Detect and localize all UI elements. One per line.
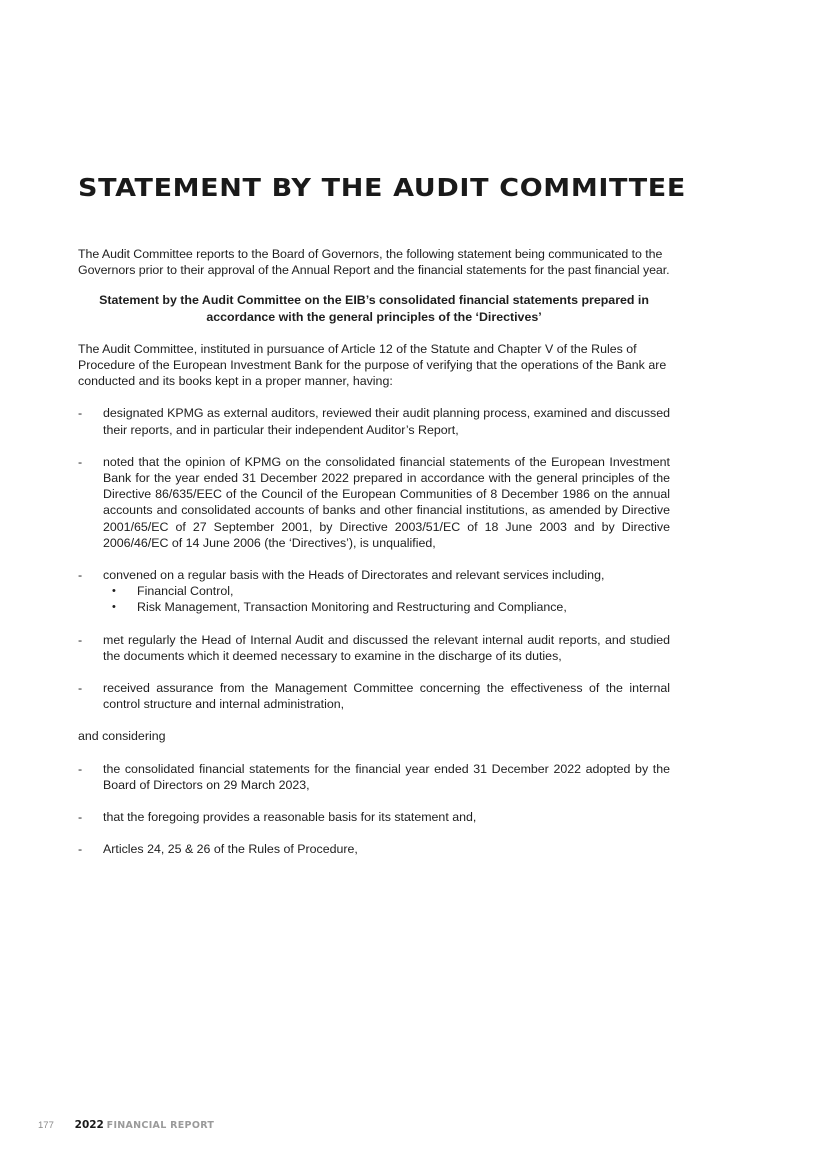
list-item (78, 841, 670, 857)
dash-marker: - (78, 761, 83, 776)
list-item-text: received assurance from the Management Committee concerning the effectiveness of the internal control structure and internal administration, (103, 681, 670, 712)
list-item (78, 405, 670, 437)
considering-list (78, 761, 670, 858)
list-item-text: Articles 24, 25 & 26 of the Rules of Procedure, (103, 842, 358, 857)
sublist-item-text: Financial Control, (137, 584, 234, 599)
having-list (78, 405, 670, 712)
list-item-text: the consolidated financial statements for the financial year ended 31 December 2022 adopted by the Board of Directors on 29 March 2023, (103, 761, 670, 792)
list-item (78, 632, 670, 664)
sublist-item-text: Risk Management, Transaction Monitoring and Restructuring and Compliance, (137, 600, 567, 615)
intro-paragraph: The Audit Committee reports to the Board of Governors, the following statement being communicated to the Governors prior to their approval of the Annual Report and the financial statements for the past financial year. (78, 247, 670, 278)
dash-marker: - (78, 810, 83, 825)
list-item-text: convened on a regular basis with the Heads of Directorates and relevant services including, (103, 568, 605, 583)
sublist-item (103, 599, 670, 615)
bullet-marker: • (112, 585, 116, 598)
footer-report-label: FINANCIAL REPORT (106, 1120, 215, 1131)
footer-year: 2022 (74, 1119, 104, 1131)
dash-marker: - (78, 568, 83, 583)
sublist-item (103, 583, 670, 599)
list-item (78, 567, 670, 616)
page-number: 177 (38, 1120, 54, 1131)
statement-body (78, 246, 670, 873)
considering-label: and considering (78, 729, 166, 744)
page-footer (38, 1119, 214, 1131)
list-item-text: noted that the opinion of KPMG on the consolidated financial statements of the European Investment Bank for the year ended 31 December 2022 prepared in accordance with the general principles of the Directive 86/635/EEC of the Council of the European Communities of 8 December 1986 on the annual accounts and consolidated accounts of banks and other financial institutions, as amended by Directive 2001/65/EC of 27 September 2001, by Directive 2003/51/EC of 18 June 2003 and by Directive 2006/46/EC of 14 June 2006 (the ‘Directives’), is unqualified, (103, 454, 670, 550)
dash-marker: - (78, 681, 83, 696)
list-item (78, 680, 670, 712)
dash-marker: - (78, 632, 83, 647)
dash-marker: - (78, 842, 83, 857)
list-item-text: that the foregoing provides a reasonable basis for its statement and, (103, 810, 477, 825)
preamble-paragraph: The Audit Committee, instituted in pursuance of Article 12 of the Statute and Chapter V of the Rules of Procedure of the European Investment Bank for the purpose of verifying that the operations of the Bank are conducted and its books kept in a proper manner, having: (78, 341, 667, 389)
convened-sublist (103, 583, 670, 615)
bullet-marker: • (112, 601, 116, 614)
dash-marker: - (78, 406, 83, 421)
list-item (78, 761, 670, 793)
page-title: STATEMENT BY THE AUDIT COMMITTEE (78, 173, 686, 202)
statement-subheading: Statement by the Audit Committee on the EIB’s consolidated financial statements prepared in accordance with the general principles of the ‘Directives’ (99, 293, 649, 324)
list-item-text: designated KPMG as external auditors, reviewed their audit planning process, examined and discussed their reports, and in particular their independent Auditor’s Report, (103, 406, 670, 437)
list-item (78, 809, 670, 825)
dash-marker: - (78, 454, 83, 469)
list-item (78, 454, 670, 551)
list-item-text: met regularly the Head of Internal Audit and discussed the relevant internal audit reports, and studied the documents which it deemed necessary to examine in the discharge of its duties, (103, 632, 670, 663)
